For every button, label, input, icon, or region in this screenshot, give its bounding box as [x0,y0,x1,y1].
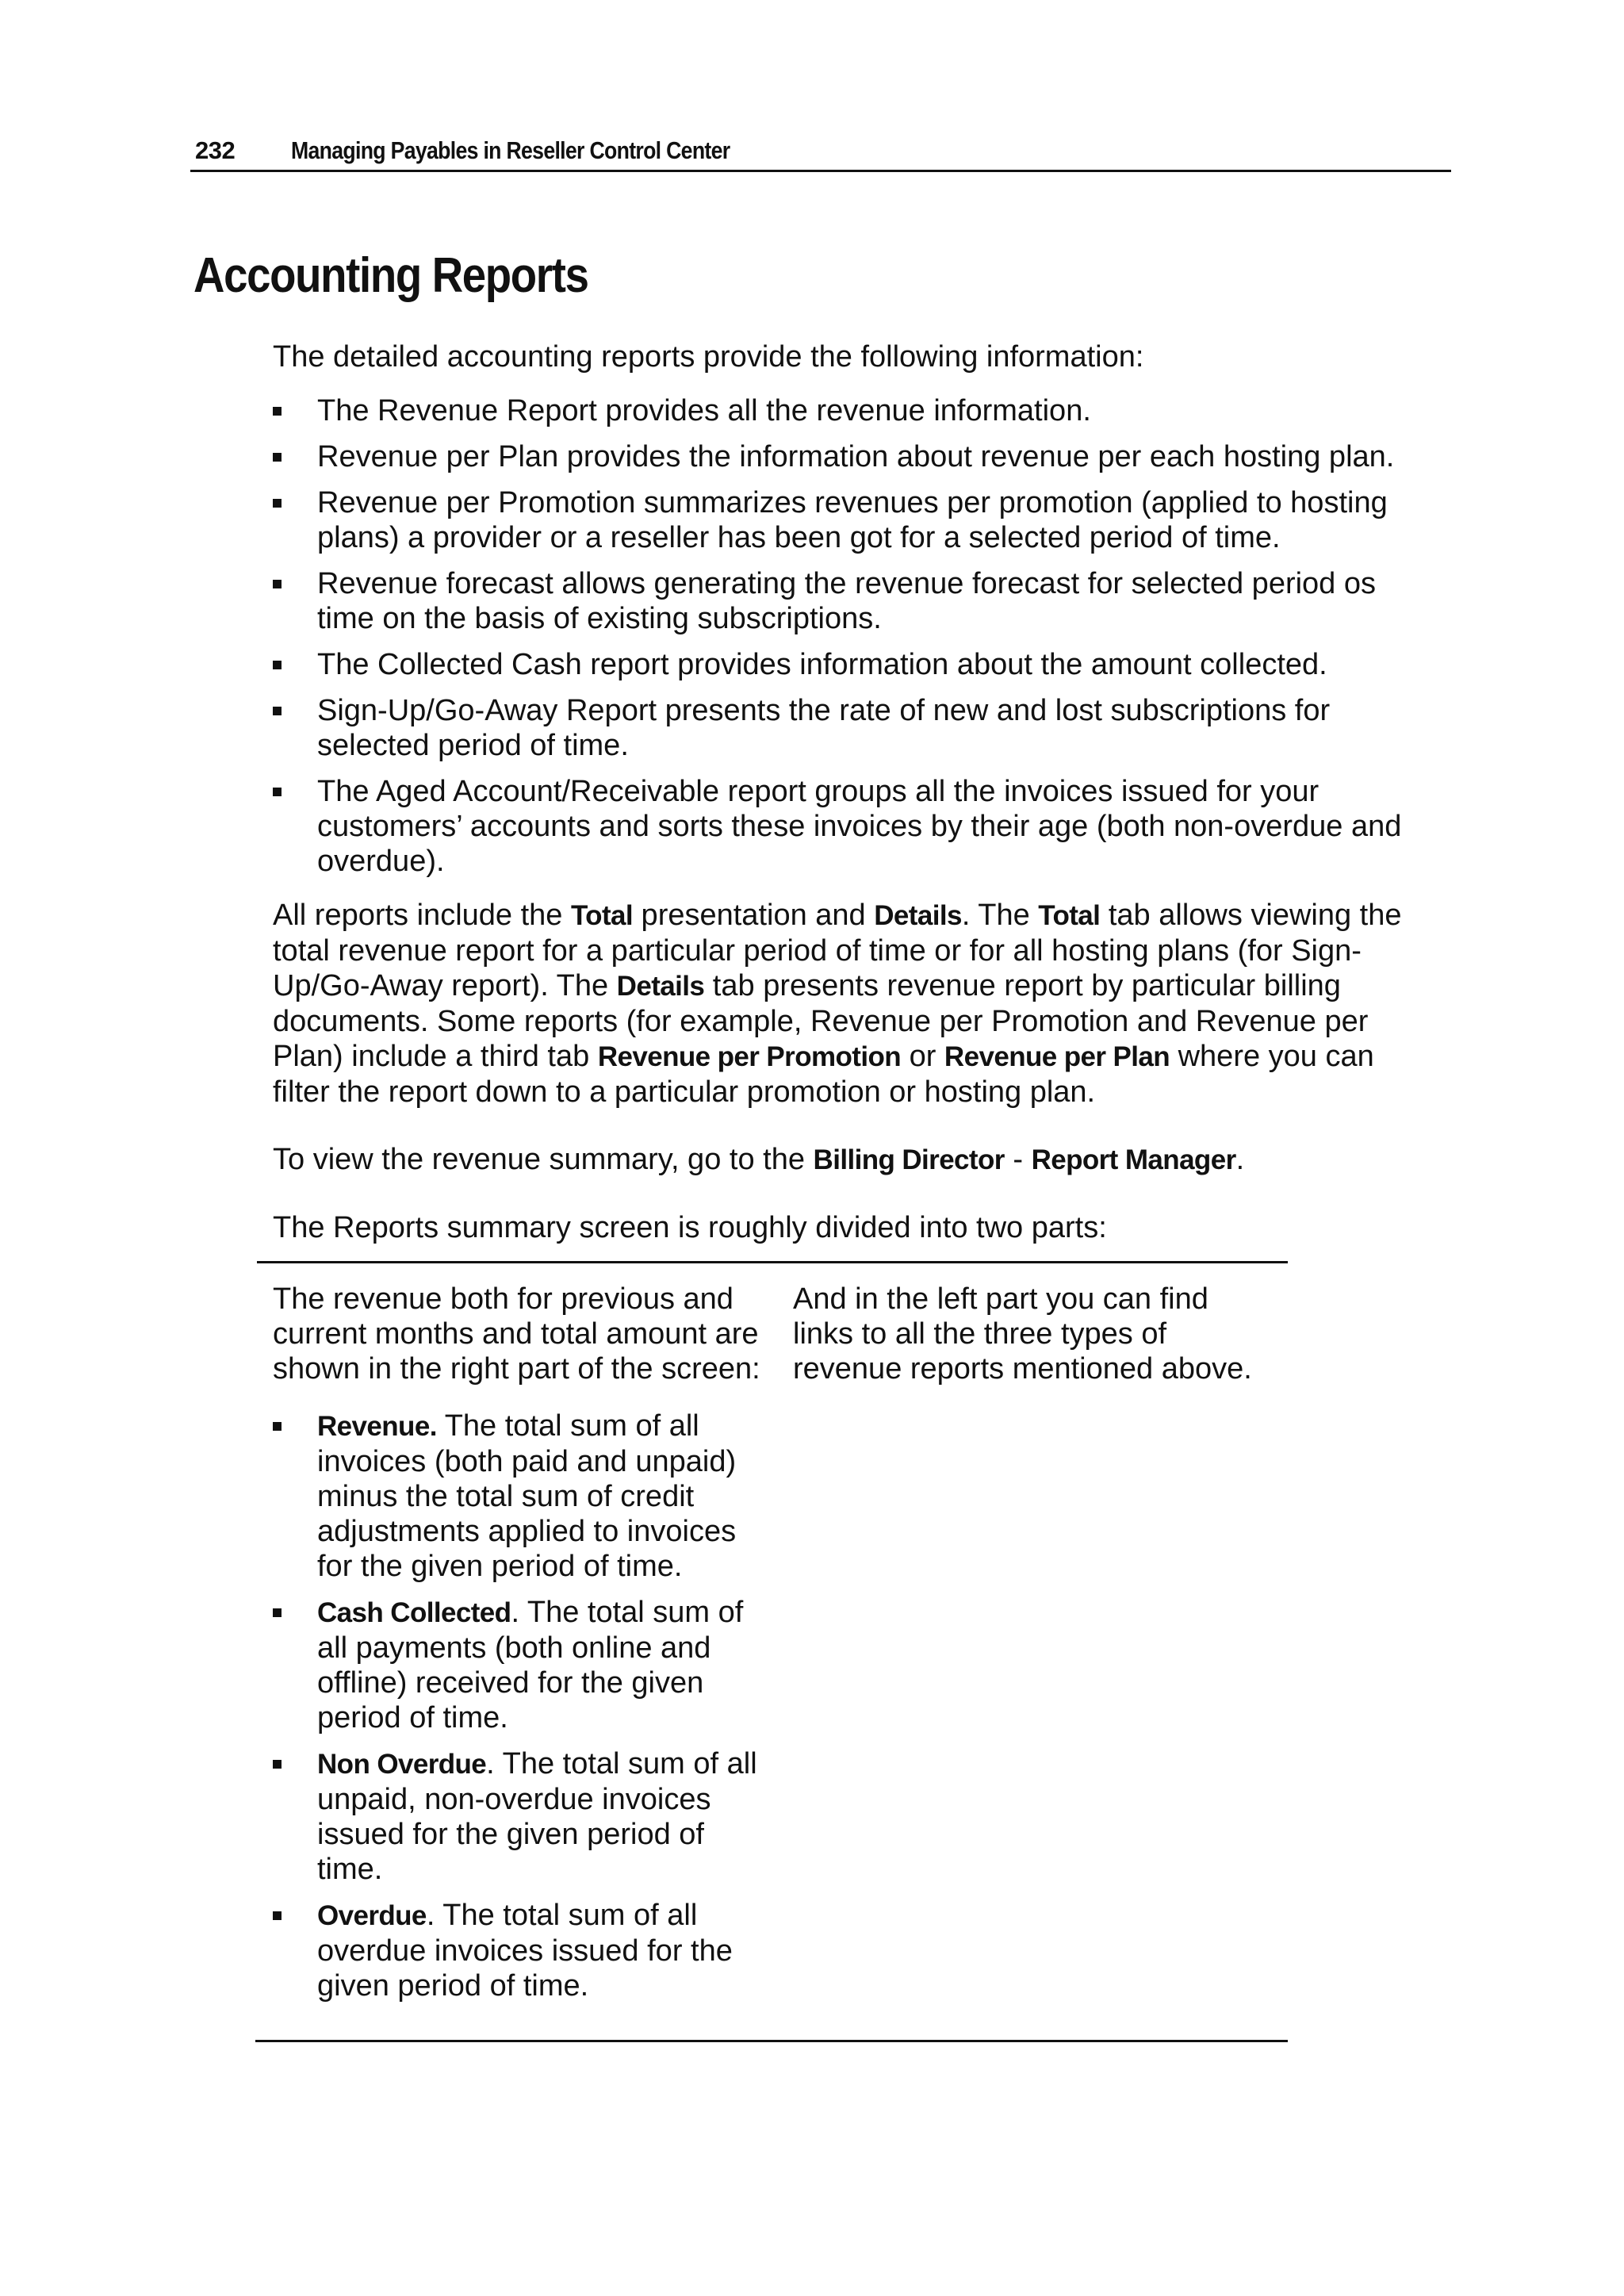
list-item [273,693,1431,763]
list-item [273,1595,764,1735]
bold-term: Total [1038,900,1101,931]
bold-term: Overdue [317,1900,427,1931]
bullet-icon [273,707,282,715]
bullet-icon [273,1911,282,1920]
bold-term: Report Manager [1031,1144,1236,1175]
table-left-cell [273,1282,764,2014]
report-list [273,393,1431,890]
list-item-text [317,1746,764,1887]
list-item-text [317,1898,764,2003]
running-title: Managing Payables in Reseller Control Center [291,136,730,164]
text-run: presentation and [633,899,875,932]
bold-term: Billing Director [813,1144,1005,1175]
intro-paragraph: The detailed accounting reports provide the following information: [273,340,1144,374]
text-run: - [1004,1143,1032,1176]
table-bottom-rule [255,2040,1288,2042]
text-run: . The [961,899,1039,932]
text-run: . The total sum of all payments (both online and offline) received for the given period of time. [317,1596,744,1734]
right-cell-text: And in the left part you can find links to all the three types of revenue reports mentioned above. [793,1282,1252,1386]
bullet-icon [273,453,282,462]
table-top-rule [257,1261,1288,1263]
page-number: 232 [195,136,236,164]
text-run: or [901,1040,944,1073]
list-item [273,485,1431,555]
list-item [273,774,1431,879]
bold-term: Cash Collected [317,1597,511,1628]
reports-tabs-paragraph [273,898,1415,1110]
bold-term: Total [570,900,633,931]
list-item [273,439,1431,474]
list-item [273,1898,764,2003]
list-item [273,566,1431,636]
running-header [190,133,1451,172]
left-cell-intro: The revenue both for previous and current months and total amount are shown in the right part of the screen: [273,1282,760,1386]
bold-term: Revenue. [317,1411,437,1442]
bullet-icon [273,1422,282,1431]
bullet-icon [273,1608,282,1617]
list-item [273,393,1431,428]
text-run: . The total sum of all overdue invoices issued for the given period of time. [317,1899,733,2003]
bold-term: Revenue per Promotion [597,1041,902,1072]
bold-term: Revenue per Plan [944,1041,1170,1072]
list-item-text: Revenue per Promotion summarizes revenues per promotion (applied to hosting plans) a provider or a reseller has been got for a selected period of time. [317,486,1388,554]
list-item-text: The Aged Account/Receivable report groups all the invoices issued for your customers’ accounts and sorts these invoices by their age (both non-overdue and overdue). [317,775,1402,878]
bullet-icon [273,1760,282,1769]
list-item-text: The Collected Cash report provides information about the amount collected. [317,648,1327,681]
list-item-text: Revenue forecast allows generating the revenue forecast for selected period os time on the basis of existing subscriptions. [317,567,1377,635]
bold-term: Details [616,971,705,1002]
navigation-paragraph [273,1142,1415,1178]
list-item-text: Sign-Up/Go-Away Report presents the rate of new and lost subscriptions for selected period of time. [317,694,1331,762]
bullet-icon [273,788,282,796]
bullet-icon [273,580,282,588]
bullet-icon [273,499,282,508]
bullet-icon [273,407,282,416]
bullet-icon [273,661,282,669]
text-run: tab allows viewing the total revenue report for a particular period of time or for all hosting plans (for Sign-Up/Go-Away report). The [273,899,1402,1002]
text-run: To view the revenue summary, go to the [273,1143,814,1176]
list-item [273,1746,764,1887]
list-item [273,1409,764,1584]
summary-term-list [273,1409,764,2003]
text-run: . [1235,1143,1245,1176]
list-item-text: The Revenue Report provides all the revenue information. [317,394,1091,427]
list-item-text: Revenue per Plan provides the information about revenue per each hosting plan. [317,440,1395,473]
bold-term: Non Overdue [317,1749,487,1780]
text-run: tab presents revenue report by particular billing documents. Some reports (for example, Revenue per Promotion and Revenue per Plan) include a third tab [273,969,1369,1073]
summary-paragraph: The Reports summary screen is roughly divided into two parts: [273,1211,1107,1244]
list-item-text [317,1409,764,1584]
table-right-cell [793,1282,1269,1386]
text-run: The total sum of all invoices (both paid and unpaid) minus the total sum of credit adjustments applied to invoices for the given period of time. [317,1409,737,1583]
list-item [273,647,1431,682]
page-title: Accounting Reports [193,248,588,303]
text-run: where you can filter the report down to a particular promotion or hosting plan. [273,1040,1374,1109]
text-run: . The total sum of all unpaid, non-overdue invoices issued for the given period of time. [317,1747,757,1886]
list-item-text [317,1595,764,1735]
bold-term: Details [874,900,962,931]
text-run: All reports include the [273,899,571,932]
